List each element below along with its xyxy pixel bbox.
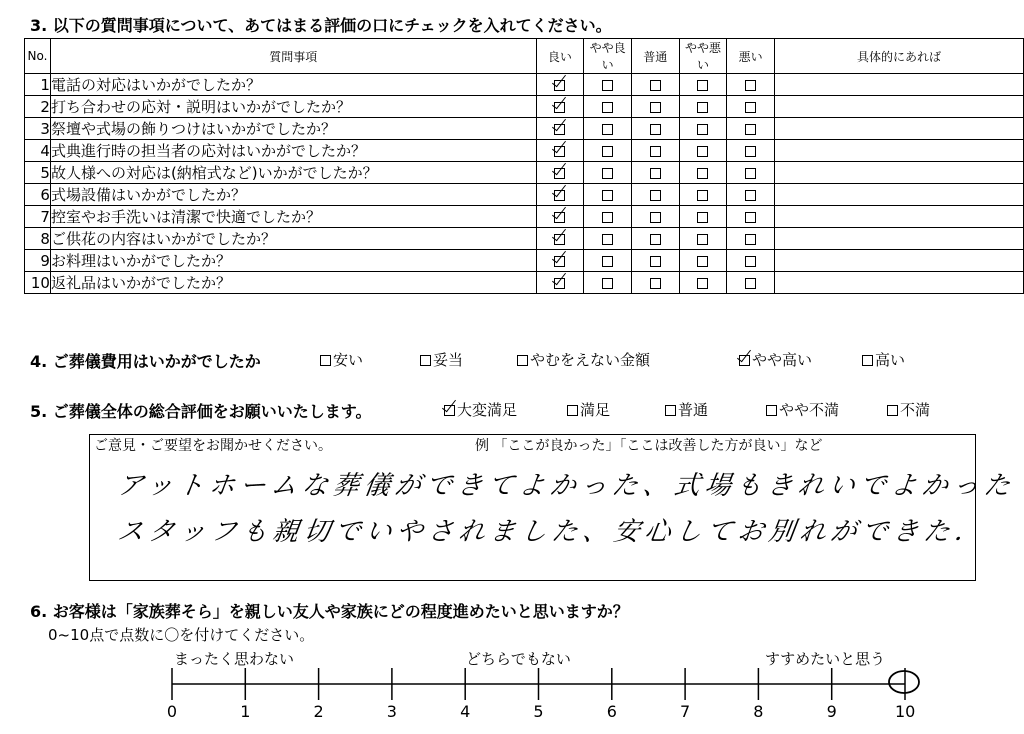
- scale-label-high: すすめたいと思う: [765, 650, 886, 668]
- option-label: 安い: [333, 351, 364, 369]
- header-good: 良い: [536, 39, 584, 74]
- rating-cell-average: [631, 184, 679, 206]
- header-question: 質問事項: [50, 39, 536, 74]
- rating-cell-bad: [727, 96, 775, 118]
- handwritten-comment-line-2: スタッフも親切でいやされました、安心してお別れができた．: [115, 517, 988, 547]
- option-checkbox[interactable]: [665, 405, 676, 416]
- rating-cell-average: [631, 118, 679, 140]
- q5-options: [0, 399, 1024, 419]
- rating-cell-fairly-good: [584, 118, 632, 140]
- rating-checkbox-fairly-bad[interactable]: [697, 168, 708, 179]
- comment-label: ご意見・ご要望をお聞かせください。: [94, 438, 332, 454]
- details-cell[interactable]: [775, 228, 1024, 250]
- rating-checkbox-fairly-good[interactable]: [602, 212, 613, 223]
- rating-checkbox-average[interactable]: [650, 190, 661, 201]
- rating-checkbox-fairly-bad[interactable]: [697, 212, 708, 223]
- header-average: 普通: [631, 39, 679, 74]
- rating-cell-bad: [727, 140, 775, 162]
- rating-checkbox-fairly-good[interactable]: [602, 168, 613, 179]
- rating-cell-good: [536, 272, 584, 294]
- rating-cell-average: [631, 272, 679, 294]
- rating-cell-fairly-good: [584, 162, 632, 184]
- row-number: 10: [25, 272, 51, 294]
- row-question: 式典進行時の担当者の応対はいかがでしたか？: [50, 140, 536, 162]
- rating-cell-good: [536, 140, 584, 162]
- details-cell[interactable]: [775, 272, 1024, 294]
- table-row: [25, 184, 1024, 206]
- details-cell[interactable]: [775, 140, 1024, 162]
- rating-checkbox-fairly-good[interactable]: [602, 124, 613, 135]
- rating-checkbox-good[interactable]: [554, 80, 565, 91]
- rating-cell-bad: [727, 228, 775, 250]
- rating-checkbox-average[interactable]: [650, 278, 661, 289]
- option-checkbox[interactable]: [444, 405, 455, 416]
- details-cell[interactable]: [775, 118, 1024, 140]
- row-question: 祭壇や式場の飾りつけはいかがでしたか？: [50, 118, 536, 140]
- rating-checkbox-fairly-good[interactable]: [602, 80, 613, 91]
- scale-number[interactable]: 6: [606, 702, 617, 721]
- comment-example: 例 「ここが良かった」「ここは改善した方が良い」など: [475, 438, 823, 454]
- scale-number[interactable]: 0: [166, 702, 178, 721]
- rating-cell-bad: [727, 74, 775, 96]
- header-fairly-good: やや良い: [584, 39, 632, 74]
- rating-cell-average: [631, 206, 679, 228]
- table-row: [25, 74, 1024, 96]
- table-row: [25, 118, 1024, 140]
- q4-option[interactable]: [420, 349, 463, 370]
- rating-cell-bad: [727, 162, 775, 184]
- option-label: 妥当: [433, 351, 464, 369]
- row-number: 4: [25, 140, 51, 162]
- row-question: 控室やお手洗いは清潔で快適でしたか？: [50, 206, 536, 228]
- table-header-row: [25, 39, 1024, 74]
- rating-cell-fairly-bad: [679, 206, 727, 228]
- option-label: 高い: [875, 351, 906, 369]
- rating-checkbox-fairly-bad[interactable]: [697, 102, 708, 113]
- rating-checkbox-fairly-good[interactable]: [602, 190, 613, 201]
- option-checkbox[interactable]: [862, 355, 873, 366]
- recommendation-scale: [0, 660, 1024, 706]
- rating-cell-average: [631, 140, 679, 162]
- header-bad: 悪い: [727, 39, 775, 74]
- rating-cell-fairly-good: [584, 184, 632, 206]
- scale-label-low: まったく思わない: [174, 650, 295, 668]
- table-row: [25, 140, 1024, 162]
- rating-cell-bad: [727, 206, 775, 228]
- section-4-title: 4. ご葬儀費用はいかがでしたか: [30, 352, 261, 371]
- scale-number[interactable]: 2: [313, 702, 324, 721]
- rating-cell-fairly-good: [584, 272, 632, 294]
- q4-options: [0, 349, 1024, 369]
- rating-checkbox-good[interactable]: [554, 256, 565, 267]
- details-cell[interactable]: [775, 206, 1024, 228]
- table-row: [25, 250, 1024, 272]
- details-cell[interactable]: [775, 184, 1024, 206]
- row-question: 打ち合わせの応対・説明はいかがでしたか？: [50, 96, 536, 118]
- rating-cell-fairly-bad: [679, 184, 727, 206]
- q5-option[interactable]: [444, 399, 517, 420]
- table-row: [25, 228, 1024, 250]
- handwritten-comment-line-1: アットホームな葬儀ができてよかった、式場もきれいでよかった: [115, 471, 1017, 501]
- rating-cell-bad: [727, 118, 775, 140]
- row-number: 9: [25, 250, 51, 272]
- option-checkbox[interactable]: [320, 355, 331, 366]
- rating-cell-good: [536, 206, 584, 228]
- details-cell[interactable]: [775, 96, 1024, 118]
- rating-checkbox-fairly-good[interactable]: [602, 102, 613, 113]
- row-question: お料理はいかがでしたか？: [50, 250, 536, 272]
- table-row: [25, 272, 1024, 294]
- row-number: 6: [25, 184, 51, 206]
- rating-checkbox-bad[interactable]: [745, 234, 756, 245]
- q4-option[interactable]: [320, 349, 363, 370]
- rating-checkbox-average[interactable]: [650, 234, 661, 245]
- rating-cell-fairly-bad: [679, 74, 727, 96]
- scale-number[interactable]: 5: [533, 702, 544, 721]
- scale-number[interactable]: 8: [753, 702, 764, 721]
- rating-checkbox-fairly-good[interactable]: [602, 234, 613, 245]
- rating-cell-bad: [727, 250, 775, 272]
- rating-cell-bad: [727, 184, 775, 206]
- scale-number[interactable]: 4: [460, 702, 471, 721]
- comment-box[interactable]: [89, 434, 1017, 581]
- rating-cell-good: [536, 118, 584, 140]
- option-label: 大変満足: [457, 401, 518, 419]
- rating-checkbox-fairly-bad[interactable]: [697, 124, 708, 135]
- rating-checkbox-bad[interactable]: [745, 80, 756, 91]
- rating-cell-good: [536, 96, 584, 118]
- details-cell[interactable]: [775, 74, 1024, 96]
- option-checkbox[interactable]: [567, 405, 578, 416]
- q4-option[interactable]: [862, 349, 905, 370]
- q5-option[interactable]: [766, 399, 839, 420]
- rating-checkbox-good[interactable]: [554, 278, 565, 289]
- row-question: 返礼品はいかがでしたか？: [50, 272, 536, 294]
- rating-checkbox-average[interactable]: [650, 80, 661, 91]
- q5-option[interactable]: [887, 399, 930, 420]
- details-cell[interactable]: [775, 162, 1024, 184]
- option-label: 普通: [678, 401, 709, 419]
- option-label: 満足: [580, 401, 611, 419]
- section-3-title: 3. 以下の質問事項について、あてはまる評価の口にチェックを入れてください。: [30, 16, 612, 35]
- rating-checkbox-good[interactable]: [554, 102, 565, 113]
- rating-cell-bad: [727, 272, 775, 294]
- table-row: [25, 96, 1024, 118]
- rating-checkbox-fairly-good[interactable]: [602, 256, 613, 267]
- rating-checkbox-fairly-bad[interactable]: [697, 146, 708, 157]
- rating-checkbox-good[interactable]: [554, 168, 565, 179]
- selected-score-circle: [889, 671, 919, 693]
- rating-checkbox-bad[interactable]: [745, 124, 756, 135]
- q4-option[interactable]: [517, 349, 650, 370]
- table-row: [25, 162, 1024, 184]
- rating-cell-fairly-bad: [679, 162, 727, 184]
- section-6-instruction: 0~10点で点数に〇を付けてください。: [48, 626, 315, 644]
- scale-number[interactable]: 10: [895, 702, 916, 721]
- option-checkbox[interactable]: [420, 355, 431, 366]
- rating-checkbox-good[interactable]: [554, 234, 565, 245]
- table-row: [25, 206, 1024, 228]
- rating-checkbox-bad[interactable]: [745, 212, 756, 223]
- row-number: 1: [25, 74, 51, 96]
- rating-cell-fairly-bad: [679, 272, 727, 294]
- rating-checkbox-bad[interactable]: [745, 168, 756, 179]
- scale-number[interactable]: 7: [680, 702, 691, 721]
- evaluation-table: [24, 38, 1024, 294]
- row-question: 式場設備はいかがでしたか？: [50, 184, 536, 206]
- rating-checkbox-fairly-bad[interactable]: [697, 256, 708, 267]
- header-fairly-bad: やや悪い: [679, 39, 727, 74]
- row-number: 8: [25, 228, 51, 250]
- rating-checkbox-average[interactable]: [650, 124, 661, 135]
- rating-cell-average: [631, 96, 679, 118]
- rating-checkbox-good[interactable]: [554, 190, 565, 201]
- rating-cell-good: [536, 184, 584, 206]
- rating-cell-fairly-bad: [679, 228, 727, 250]
- option-checkbox[interactable]: [766, 405, 777, 416]
- rating-cell-fairly-bad: [679, 96, 727, 118]
- option-checkbox[interactable]: [517, 355, 528, 366]
- rating-cell-fairly-bad: [679, 140, 727, 162]
- table-body: [25, 74, 1024, 294]
- rating-checkbox-bad[interactable]: [745, 278, 756, 289]
- option-label: 不満: [900, 401, 931, 419]
- row-question: 電話の対応はいかがでしたか？: [50, 74, 536, 96]
- row-number: 7: [25, 206, 51, 228]
- rating-checkbox-bad[interactable]: [745, 102, 756, 113]
- rating-cell-average: [631, 74, 679, 96]
- rating-cell-fairly-good: [584, 250, 632, 272]
- q4-option[interactable]: [739, 349, 812, 370]
- option-label: やや不満: [779, 401, 840, 419]
- row-number: 3: [25, 118, 51, 140]
- row-question: 故人様への対応は(納棺式など)いかがでしたか？: [50, 162, 536, 184]
- rating-cell-fairly-good: [584, 96, 632, 118]
- rating-checkbox-average[interactable]: [650, 146, 661, 157]
- scale-number[interactable]: 1: [240, 702, 251, 721]
- scale-number[interactable]: 3: [386, 702, 397, 721]
- option-label: やむをえない金額: [530, 351, 651, 369]
- rating-checkbox-average[interactable]: [650, 212, 661, 223]
- rating-cell-average: [631, 228, 679, 250]
- rating-checkbox-average[interactable]: [650, 168, 661, 179]
- rating-checkbox-bad[interactable]: [745, 146, 756, 157]
- rating-checkbox-fairly-good[interactable]: [602, 146, 613, 157]
- rating-checkbox-bad[interactable]: [745, 256, 756, 267]
- rating-checkbox-average[interactable]: [650, 256, 661, 267]
- rating-cell-fairly-good: [584, 74, 632, 96]
- rating-checkbox-bad[interactable]: [745, 190, 756, 201]
- rating-checkbox-good[interactable]: [554, 146, 565, 157]
- rating-checkbox-fairly-bad[interactable]: [697, 234, 708, 245]
- rating-cell-average: [631, 250, 679, 272]
- option-checkbox[interactable]: [887, 405, 898, 416]
- rating-cell-fairly-bad: [679, 118, 727, 140]
- rating-cell-fairly-good: [584, 140, 632, 162]
- rating-checkbox-fairly-bad[interactable]: [697, 278, 708, 289]
- rating-cell-fairly-bad: [679, 250, 727, 272]
- rating-checkbox-fairly-good[interactable]: [602, 278, 613, 289]
- section-5-title: 5. ご葬儀全体の総合評価をお願いいたします。: [30, 402, 372, 421]
- rating-checkbox-good[interactable]: [554, 212, 565, 223]
- details-cell[interactable]: [775, 250, 1024, 272]
- rating-cell-fairly-good: [584, 206, 632, 228]
- header-details: 具体的にあれば: [775, 39, 1024, 74]
- row-number: 5: [25, 162, 51, 184]
- rating-cell-good: [536, 74, 584, 96]
- rating-checkbox-average[interactable]: [650, 102, 661, 113]
- row-number: 2: [25, 96, 51, 118]
- option-label: やや高い: [752, 351, 813, 369]
- scale-label-mid: どちらでもない: [466, 650, 571, 668]
- header-no: No.: [25, 39, 51, 74]
- rating-cell-fairly-good: [584, 228, 632, 250]
- section-6-title: 6. お客様は「家族葬そら」を親しい友人や家族にどの程度進めたいと思いますか？: [30, 602, 629, 621]
- rating-cell-good: [536, 228, 584, 250]
- q5-option[interactable]: [665, 399, 708, 420]
- scale-number[interactable]: 9: [826, 702, 837, 721]
- rating-cell-average: [631, 162, 679, 184]
- option-checkbox[interactable]: [739, 355, 750, 366]
- row-question: ご供花の内容はいかがでしたか？: [50, 228, 536, 250]
- rating-checkbox-good[interactable]: [554, 124, 565, 135]
- q5-option[interactable]: [567, 399, 610, 420]
- rating-checkbox-fairly-bad[interactable]: [697, 80, 708, 91]
- rating-checkbox-fairly-bad[interactable]: [697, 190, 708, 201]
- rating-cell-good: [536, 250, 584, 272]
- rating-cell-good: [536, 162, 584, 184]
